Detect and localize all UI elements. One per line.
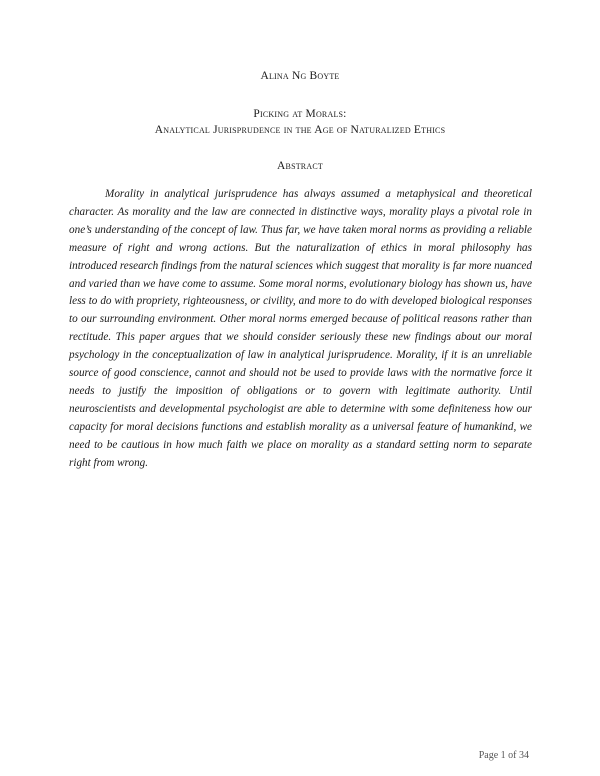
title-line-1: Picking at Morals: <box>253 108 347 120</box>
author-name: Alina Ng Boyte <box>260 70 340 82</box>
title-line-2: Analytical Jurisprudence in the Age of Naturalized Ethics <box>154 124 446 136</box>
abstract-heading: Abstract <box>277 160 323 172</box>
page-number: Page 1 of 34 <box>478 750 529 761</box>
abstract-paragraph: Morality in analytical jurisprudence has always assumed a metaphysical and theoretical character. As morality and the law are connected in distinctive ways, morality plays a pivotal role in one’s understanding of the concept of law. Thus far, we have taken moral norms as providing a reliable measure of right and wrong actions. But the naturalization of ethics in moral philosophy has introduced research findings from the natural sciences which suggest that morality is far more nuanced and varied than we have come to assume. Some moral norms, evolutionary biology has shown us, have less to do with propriety, righteousness, or civility, and more to do with developed biological responses to our surrounding environment. Other moral norms emerged because of political reasons rather than rectitude. This paper argues that we should consider seriously these new findings about our moral psychology in the conceptualization of law in analytical jurisprudence. Morality, if it is an unreliable source of good conscience, cannot and should not be used to provide laws with the normative force it needs to justify the imposition of obligations or to govern with legitimate authority. Until neuroscientists and developmental psychologist are able to determine with some definiteness how our capacity for moral decisions functions and establish morality as a universal feature of humankind, we need to be cautious in how much faith we place on morality as a standard setting norm to separate right from wrong. <box>69 188 532 469</box>
